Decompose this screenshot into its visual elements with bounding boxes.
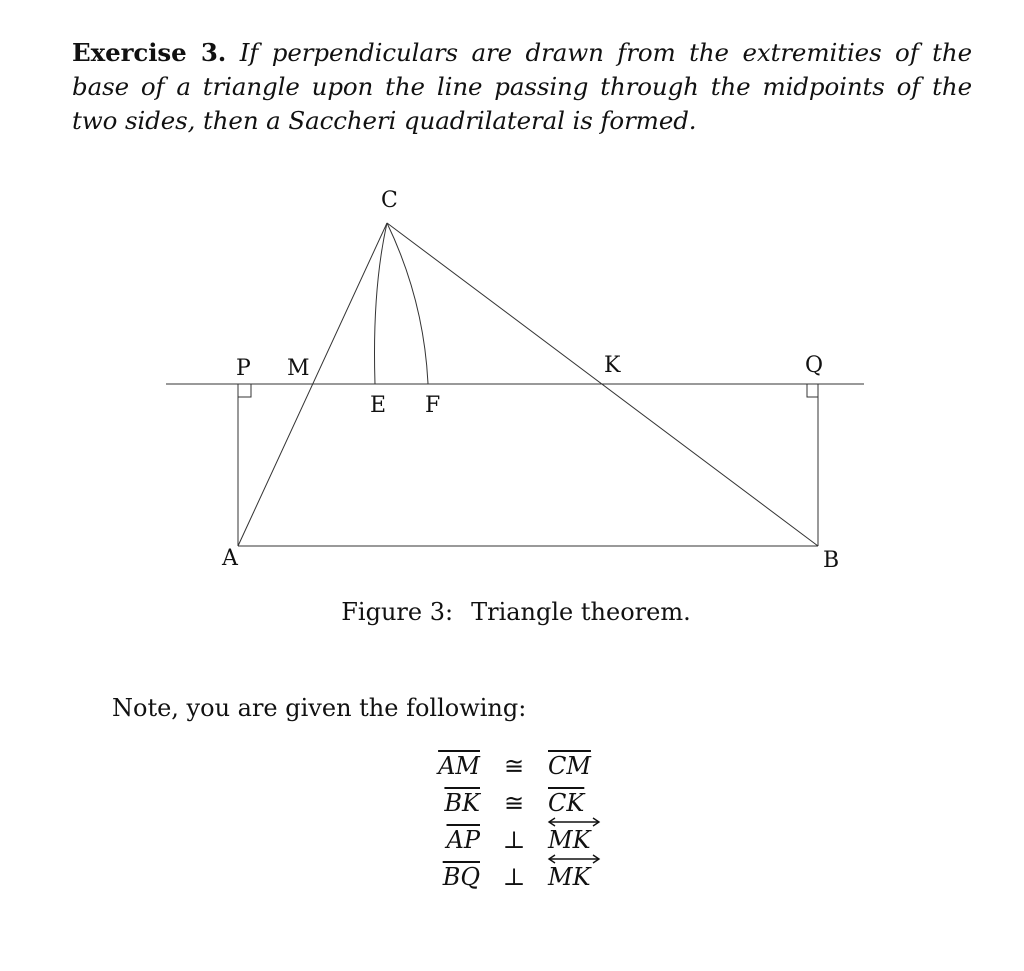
caption-prefix: Figure 3:: [341, 598, 454, 626]
given-rhs: MK: [548, 863, 591, 891]
label-p: P: [236, 356, 251, 381]
perpendicular-symbol: ⊥: [502, 826, 526, 854]
note-text: Note, you are given the following:: [112, 694, 527, 722]
given-rhs-line: [548, 863, 591, 891]
figure-caption: [0, 598, 1024, 626]
right-angle-mark-q: [807, 384, 818, 397]
given-lhs: $\overline{AP}$: [446, 826, 480, 854]
givens-list: [0, 752, 1024, 900]
given-rhs: MK: [548, 826, 591, 854]
right-angle-mark-p: [238, 384, 251, 397]
congruent-symbol: ≅: [503, 752, 525, 780]
given-lhs: $\overline{AM}$: [438, 752, 480, 780]
label-m: M: [287, 356, 310, 381]
exercise-text: If perpendiculars are drawn from the extremities of the base of a triangle upon the line passing through the midpoints of the two sides, then a Saccheri quadrilateral is formed.: [72, 38, 972, 135]
double-arrow-icon: [547, 817, 601, 827]
given-lhs: $\overline{BK}$: [444, 789, 480, 817]
exercise-label: Exercise 3.: [72, 38, 227, 67]
given-rhs-line: [548, 826, 591, 854]
given-row: [0, 789, 1024, 826]
caption-text: Triangle theorem.: [471, 598, 691, 626]
given-row: [0, 826, 1024, 863]
curve-cf: [387, 223, 428, 384]
label-c: C: [381, 188, 398, 213]
congruent-symbol: ≅: [503, 789, 525, 817]
given-row: [0, 863, 1024, 900]
label-k: K: [604, 353, 621, 378]
label-q: Q: [805, 353, 824, 378]
label-a: A: [222, 546, 238, 571]
label-e: E: [370, 393, 387, 418]
label-b: B: [823, 548, 840, 573]
given-rhs: $\overline{CK}$: [548, 789, 585, 817]
given-lhs: $\overline{BQ}$: [442, 863, 480, 891]
double-arrow-icon: [547, 854, 601, 864]
given-row: [0, 752, 1024, 789]
given-rhs: $\overline{CM}$: [548, 752, 591, 780]
perpendicular-symbol: ⊥: [502, 863, 526, 891]
label-f: F: [425, 393, 441, 418]
